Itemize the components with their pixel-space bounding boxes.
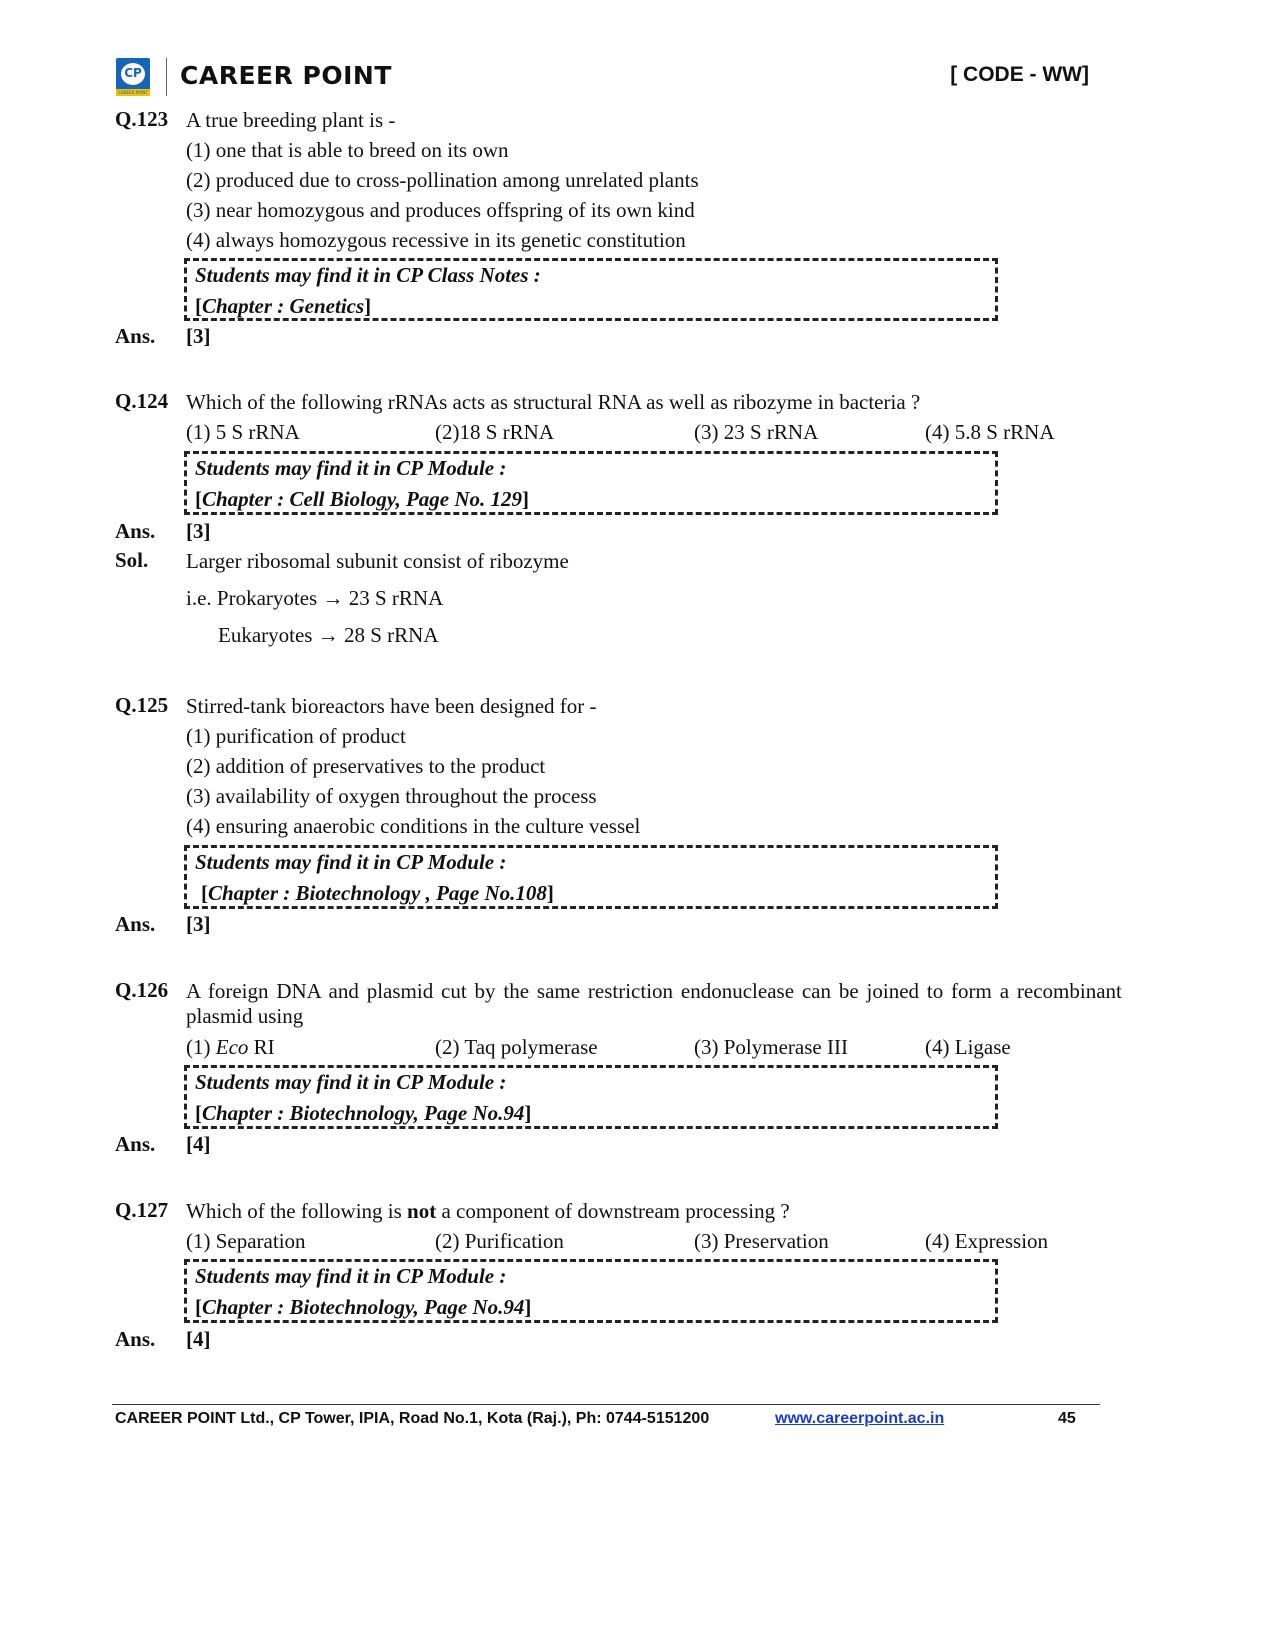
answer-label: Ans. xyxy=(115,1132,156,1156)
reference-source: Students may find it in CP Module : xyxy=(195,850,507,874)
solution-label: Sol. xyxy=(115,548,149,572)
logo-icon xyxy=(116,58,150,96)
answer-value: [3] xyxy=(186,324,211,348)
option: (2) Taq polymerase xyxy=(435,1035,598,1059)
brand-name: CAREER POINT xyxy=(180,61,392,90)
question-text: plasmid using xyxy=(186,1004,304,1028)
answer-label: Ans. xyxy=(115,519,156,543)
option: (3) near homozygous and produces offspring of its own kind xyxy=(186,198,695,222)
reference-chapter: [Chapter : Biotechnology, Page No.94] xyxy=(195,1101,532,1125)
reference-source: Students may find it in CP Module : xyxy=(195,456,507,480)
option: (1) 5 S rRNA xyxy=(186,420,300,444)
question-text: Which of the following is not a component of downstream processing ? xyxy=(186,1199,790,1223)
option: (3) Preservation xyxy=(694,1229,829,1253)
logo-subtext: CAREER POINT xyxy=(118,90,148,95)
reference-box xyxy=(184,451,998,515)
option: (1) one that is able to breed on its own xyxy=(186,138,509,162)
reference-box xyxy=(184,845,998,909)
paper-code: [ CODE - WW] xyxy=(950,63,1089,86)
option: (1) Eco RI xyxy=(186,1035,275,1059)
question-text: A true breeding plant is - xyxy=(186,108,396,132)
answer-value: [3] xyxy=(186,519,211,543)
option: (4) 5.8 S rRNA xyxy=(925,420,1055,444)
header xyxy=(0,0,1275,110)
option: (2) addition of preservatives to the product xyxy=(186,754,546,778)
answer-label: Ans. xyxy=(115,1327,156,1351)
footer-website-link[interactable]: www.careerpoint.ac.in xyxy=(775,1410,945,1427)
reference-box xyxy=(184,1065,998,1129)
option: (2) Purification xyxy=(435,1229,564,1253)
footer-address: CAREER POINT Ltd., CP Tower, IPIA, Road No.1, Kota (Raj.), Ph: 0744-5151200 xyxy=(115,1410,710,1427)
option: (3) Polymerase III xyxy=(694,1035,848,1059)
reference-box xyxy=(184,1259,998,1323)
question-text: A foreign DNA and plasmid cut by the same restriction endonuclease can be joined to form a recombinant xyxy=(186,979,1122,1003)
question-text: Which of the following rRNAs acts as structural RNA as well as ribozyme in bacteria ? xyxy=(186,390,921,414)
logo-text: CP xyxy=(124,66,142,80)
reference-source: Students may find it in CP Class Notes : xyxy=(195,263,541,287)
logo-divider xyxy=(166,58,167,96)
solution-line: Larger ribosomal subunit consist of ribozyme xyxy=(186,549,569,573)
question-number: Q.123 xyxy=(115,107,169,131)
reference-chapter: [Chapter : Cell Biology, Page No. 129] xyxy=(195,487,530,511)
option: (4) Ligase xyxy=(925,1035,1011,1059)
answer-value: [4] xyxy=(186,1327,211,1351)
question-number: Q.126 xyxy=(115,978,169,1002)
option: (3) 23 S rRNA xyxy=(694,420,819,444)
solution-line: i.e. Prokaryotes → 23 S rRNA xyxy=(186,586,444,610)
answer-value: [3] xyxy=(186,912,211,936)
answer-value: [4] xyxy=(186,1132,211,1156)
option: (2) produced due to cross-pollination among unrelated plants xyxy=(186,168,699,192)
question-text: Stirred-tank bioreactors have been designed for - xyxy=(186,694,597,718)
solution-line: Eukaryotes → 28 S rRNA xyxy=(218,623,439,647)
answer-label: Ans. xyxy=(115,324,156,348)
option: (4) ensuring anaerobic conditions in the culture vessel xyxy=(186,814,641,838)
option: (4) always homozygous recessive in its genetic constitution xyxy=(186,228,686,252)
question-number: Q.125 xyxy=(115,693,169,717)
option: (1) Separation xyxy=(186,1229,306,1253)
question-number: Q.124 xyxy=(115,389,169,413)
reference-source: Students may find it in CP Module : xyxy=(195,1264,507,1288)
reference-chapter: [Chapter : Genetics] xyxy=(195,294,372,318)
reference-chapter: [Chapter : Biotechnology, Page No.94] xyxy=(195,1295,532,1319)
reference-box xyxy=(184,258,998,321)
footer-rule xyxy=(112,1404,1100,1405)
page-number: 45 xyxy=(1058,1410,1076,1427)
option: (4) Expression xyxy=(925,1229,1049,1253)
reference-chapter: [Chapter : Biotechnology , Page No.108] xyxy=(201,881,554,905)
answer-label: Ans. xyxy=(115,912,156,936)
reference-source: Students may find it in CP Module : xyxy=(195,1070,507,1094)
option: (3) availability of oxygen throughout the process xyxy=(186,784,597,808)
question-number: Q.127 xyxy=(115,1198,169,1222)
option: (2)18 S rRNA xyxy=(435,420,554,444)
option: (1) purification of product xyxy=(186,724,406,748)
